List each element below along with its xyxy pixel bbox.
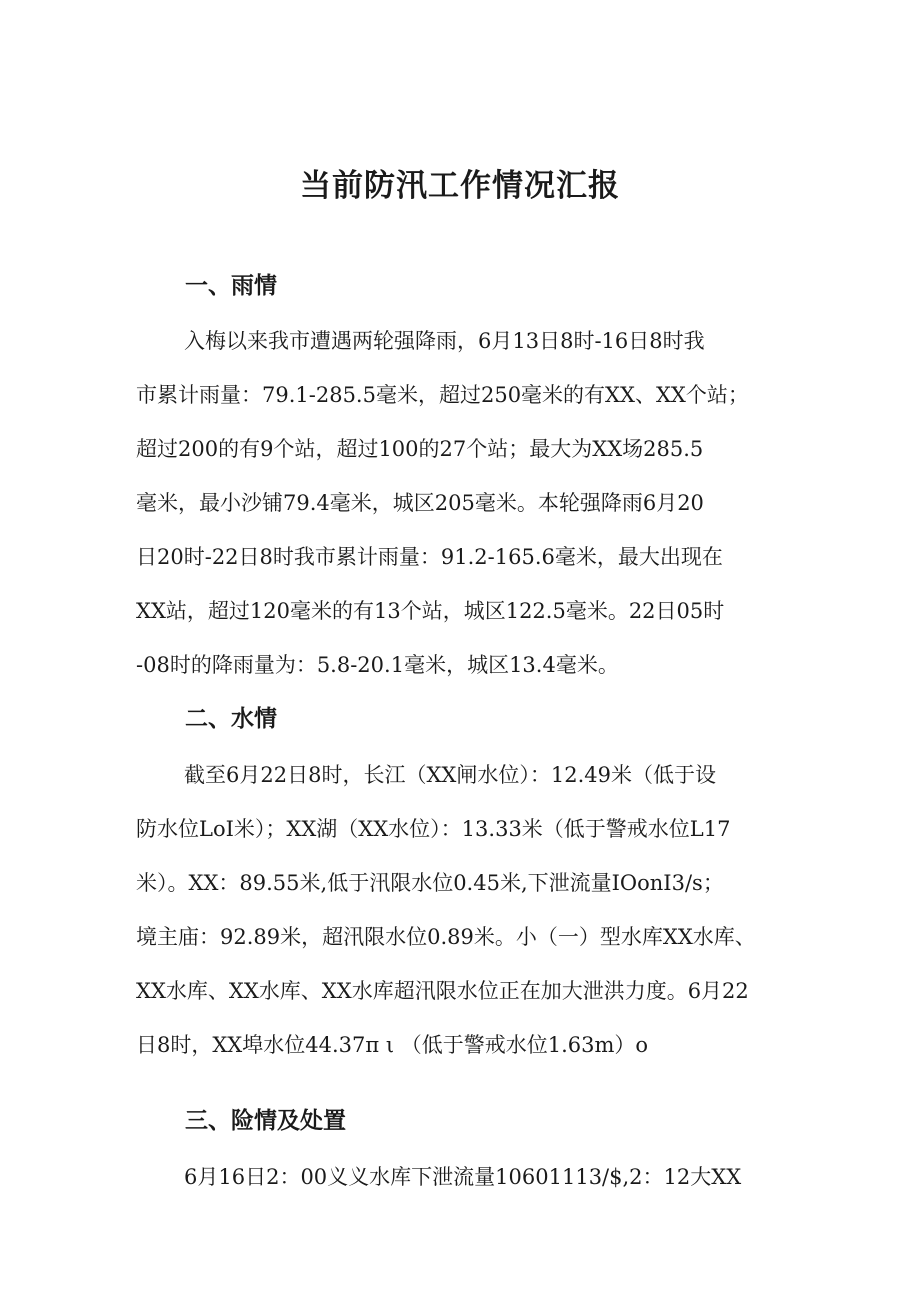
body-line: 市累计雨量：79.1-285.5毫米，超过250毫米的有XX、XX个站； [136, 383, 749, 407]
body-line: 防水位LoI米）；XX湖（XX水位）：13.33米（低于警戒水位L17 [136, 817, 731, 841]
section-body-rain [136, 314, 796, 692]
section-body-danger [136, 1150, 796, 1204]
body-line: 日8时，XX埠水位44.37π ι （低于警戒水位1.63m）o [136, 1033, 649, 1057]
body-line: 境主庙：92.89米，超汛限水位0.89米。小（一）型水库XX水库、 [136, 925, 756, 949]
body-line: 超过200的有9个站，超过100的27个站；最大为XX场285.5 [136, 437, 704, 461]
document-title: 当前防汛工作情况汇报 [300, 168, 620, 204]
body-line: XX站，超过120毫米的有13个站，城区122.5毫米。22日05时 [136, 599, 725, 623]
body-line: -08时的降雨量为：5.8-20.1毫米，城区13.4毫米。 [136, 653, 619, 677]
body-line: 毫米，最小沙铺79.4毫米，城区205毫米。本轮强降雨6月20 [136, 491, 704, 515]
section-body-water [136, 748, 796, 1072]
body-line: XX水库、XX水库、XX水库超汛限水位正在加大泄洪力度。6月22 [136, 979, 749, 1003]
body-line: 日20时-22日8时我市累计雨量：91.2-165.6毫米，最大出现在 [136, 545, 723, 569]
body-line: 6月16日2：00义义水库下泄流量10601113/$,2：12大XX [184, 1165, 742, 1189]
body-line: 入梅以来我市遭遇两轮强降雨，6月13日8时-16日8时我 [184, 329, 705, 353]
section-heading-danger: 三、险情及处置 [185, 1108, 346, 1134]
body-line: 米）。XX：89.55米,低于汛限水位0.45米,下泄流量IOonI3/s； [136, 871, 724, 895]
section-heading-rain: 一、雨情 [185, 273, 277, 299]
section-heading-water: 二、水情 [185, 706, 277, 732]
body-line: 截至6月22日8时，长江（XX闸水位）：12.49米（低于设 [184, 763, 716, 787]
